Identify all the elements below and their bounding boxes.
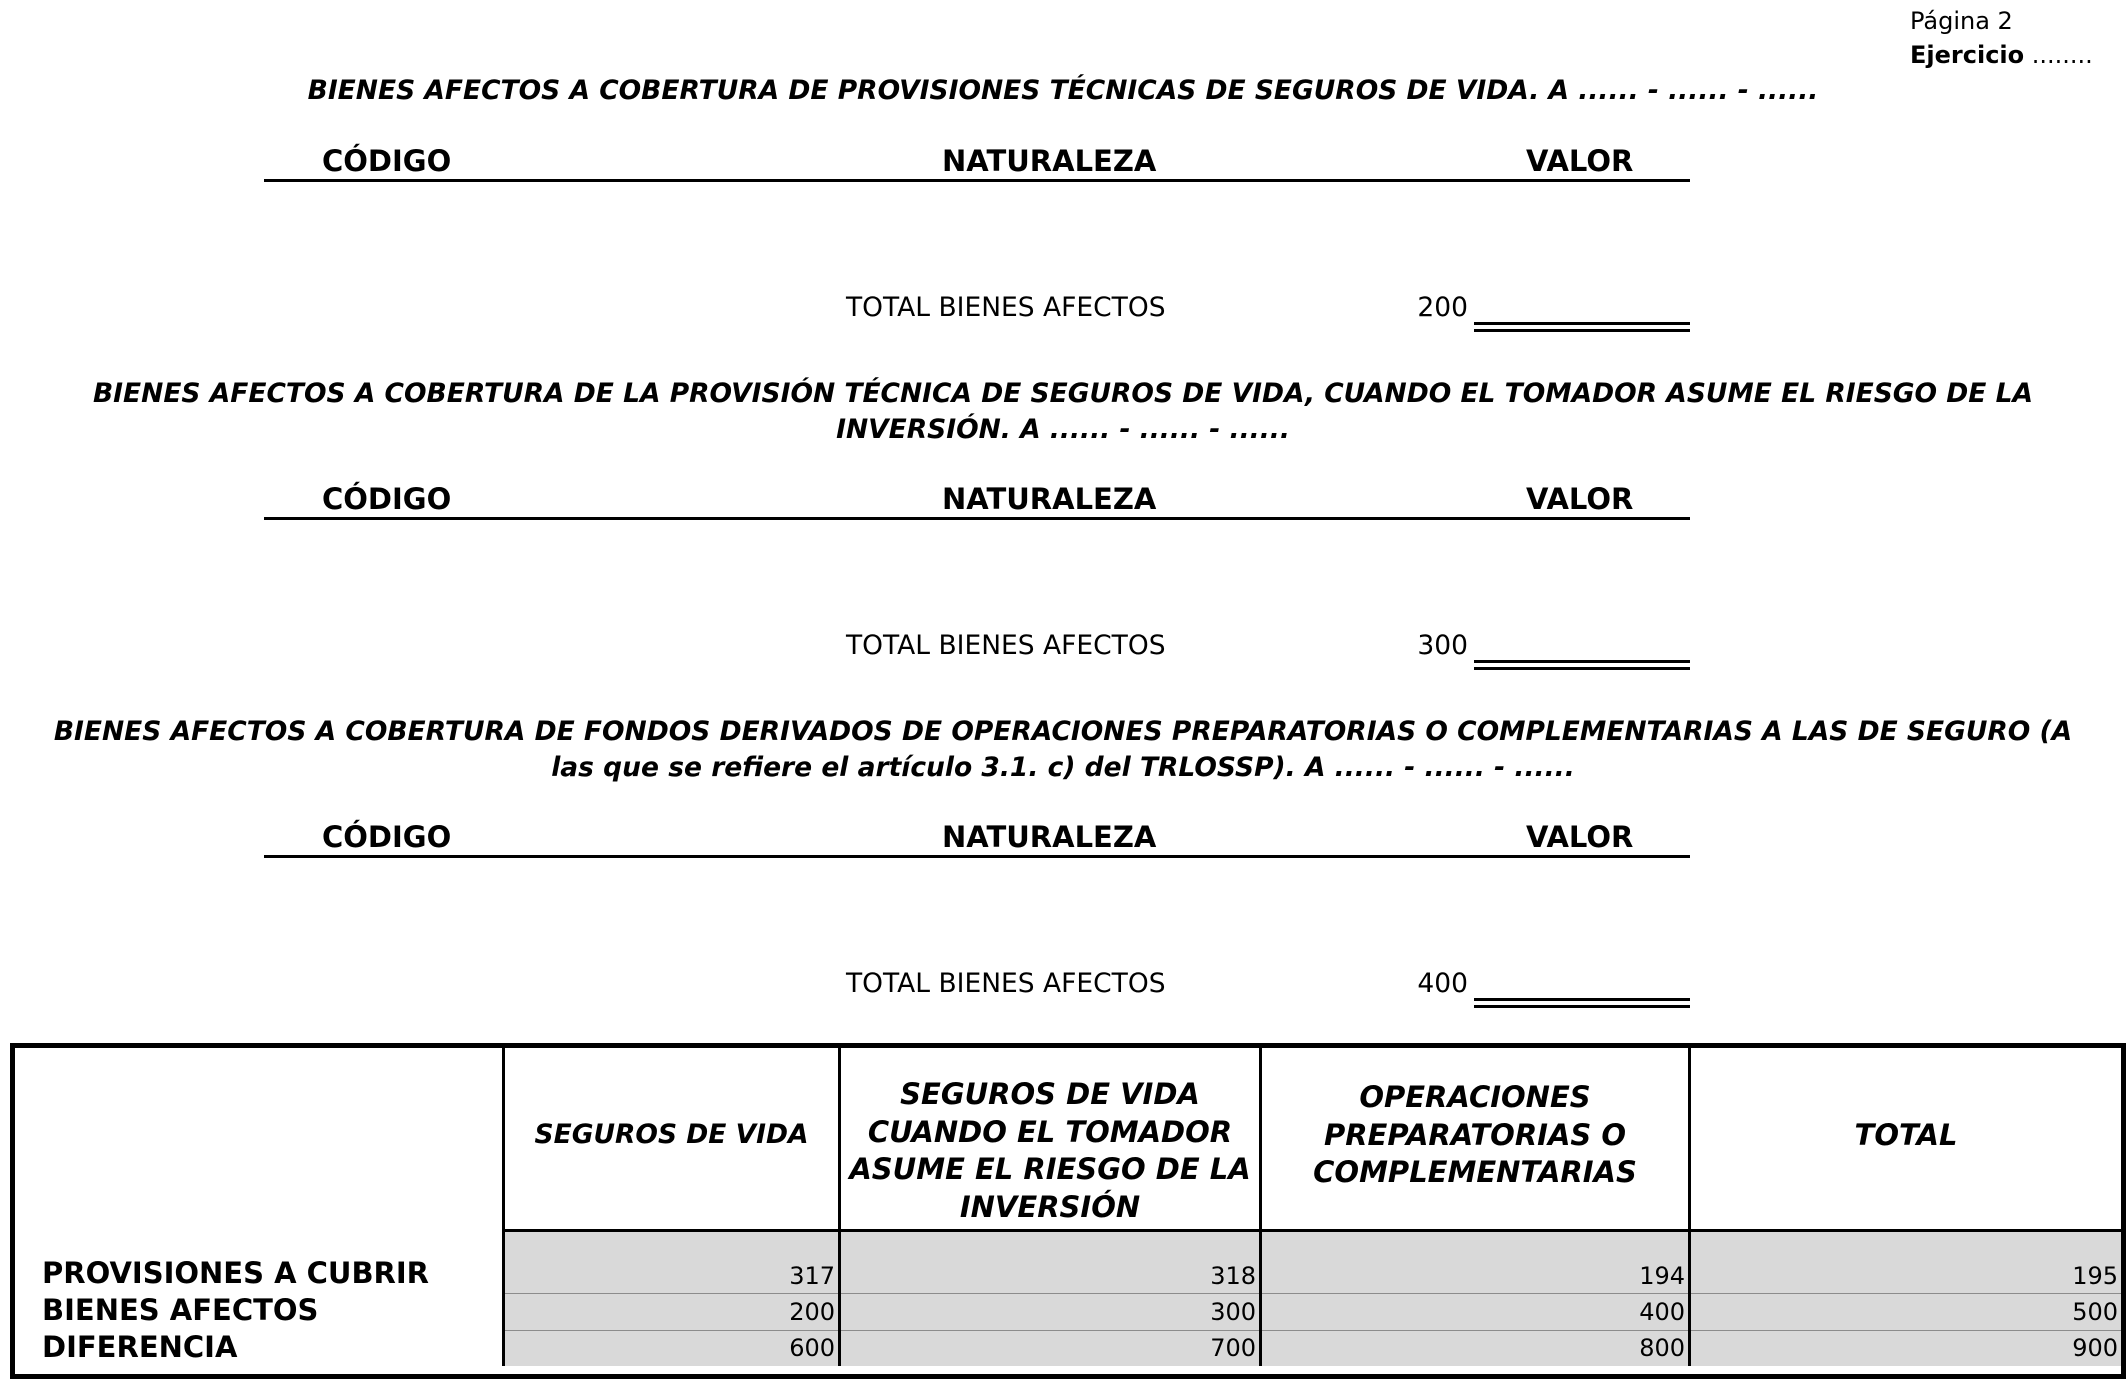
summary-cell: 400	[1639, 1298, 1685, 1326]
section-3-title-line-2: las que se refiere el artículo 3.1. c) del TRLOSSP). A ...... - ...... - ......	[551, 752, 1575, 783]
section-1-total-value: 200	[1417, 292, 1468, 323]
summary-cell: 900	[2072, 1334, 2118, 1362]
summary-cell: 700	[1210, 1334, 1256, 1362]
section-2-title-line-1: BIENES AFECTOS A COBERTURA DE LA PROVISIÓN TÉCNICA DE SEGUROS DE VIDA, CUANDO EL TOMADOR ASUME EL RIESGO DE LA	[92, 378, 2034, 409]
section-3-value-header: VALOR	[1526, 820, 1634, 854]
section-2-code-header: CÓDIGO	[322, 482, 452, 516]
section-1-total-double-rule	[1474, 322, 1690, 332]
section-1-total-label: TOTAL BIENES AFECTOS	[846, 292, 1166, 323]
summary-cell: 200	[789, 1298, 835, 1326]
section-2-value-header: VALOR	[1526, 482, 1634, 516]
summary-cell: 800	[1639, 1334, 1685, 1362]
summary-row-label-assets: BIENES AFECTOS	[42, 1293, 319, 1327]
exercise-label-text: Ejercicio	[1910, 41, 2025, 69]
summary-cell: 318	[1210, 1262, 1256, 1290]
exercise-label	[1910, 38, 2093, 72]
section-1-nature-header: NATURALEZA	[942, 144, 1157, 178]
section-3-total-value: 400	[1417, 968, 1468, 999]
exercise-value: ........	[2031, 41, 2093, 69]
summary-cell: 500	[2072, 1298, 2118, 1326]
summary-row-separator-2	[504, 1330, 2121, 1331]
summary-cell: 317	[789, 1262, 835, 1290]
section-3-title-line-1: BIENES AFECTOS A COBERTURA DE FONDOS DERIVADOS DE OPERACIONES PREPARATORIAS O COMPLEMENTARIAS A LAS DE SEGURO (A	[53, 716, 2073, 747]
section-3-nature-header: NATURALEZA	[942, 820, 1157, 854]
section-1-code-header: CÓDIGO	[322, 144, 452, 178]
section-2-title-line-2: INVERSIÓN. A ...... - ...... - ......	[836, 414, 1290, 445]
summary-cell: 195	[2072, 1262, 2118, 1290]
summary-header-rule	[502, 1229, 2121, 1232]
section-1-value-header: VALOR	[1526, 144, 1634, 178]
summary-cell: 600	[789, 1334, 835, 1362]
summary-cell: 194	[1639, 1262, 1685, 1290]
section-2-total-value: 300	[1417, 630, 1468, 661]
summary-cell: 300	[1210, 1298, 1256, 1326]
summary-col-preparatory-operations: OPERACIONES PREPARATORIAS O COMPLEMENTARIAS	[1313, 1080, 1637, 1189]
section-1-header-rule	[264, 179, 1690, 182]
section-2-header-rule	[264, 517, 1690, 520]
summary-row-separator-1	[504, 1293, 2121, 1294]
section-1-title: BIENES AFECTOS A COBERTURA DE PROVISIONES TÉCNICAS DE SEGUROS DE VIDA. A ...... - ...... - ......	[307, 75, 1819, 106]
summary-col-investment-risk: SEGUROS DE VIDA CUANDO EL TOMADOR ASUME EL RIESGO DE LA INVERSIÓN	[849, 1077, 1251, 1224]
section-3-header-rule	[264, 855, 1690, 858]
summary-col-life-insurance: SEGUROS DE VIDA	[534, 1119, 809, 1150]
section-2-total-double-rule	[1474, 660, 1690, 670]
section-3-code-header: CÓDIGO	[322, 820, 452, 854]
section-3-total-double-rule	[1474, 998, 1690, 1008]
summary-col-total: TOTAL	[1854, 1118, 1958, 1152]
section-3-total-label: TOTAL BIENES AFECTOS	[846, 968, 1166, 999]
page-number: Página 2	[1910, 7, 2013, 35]
section-2-total-label: TOTAL BIENES AFECTOS	[846, 630, 1166, 661]
summary-row-label-provisions: PROVISIONES A CUBRIR	[42, 1256, 430, 1290]
section-2-nature-header: NATURALEZA	[942, 482, 1157, 516]
summary-row-label-difference: DIFERENCIA	[42, 1330, 238, 1364]
